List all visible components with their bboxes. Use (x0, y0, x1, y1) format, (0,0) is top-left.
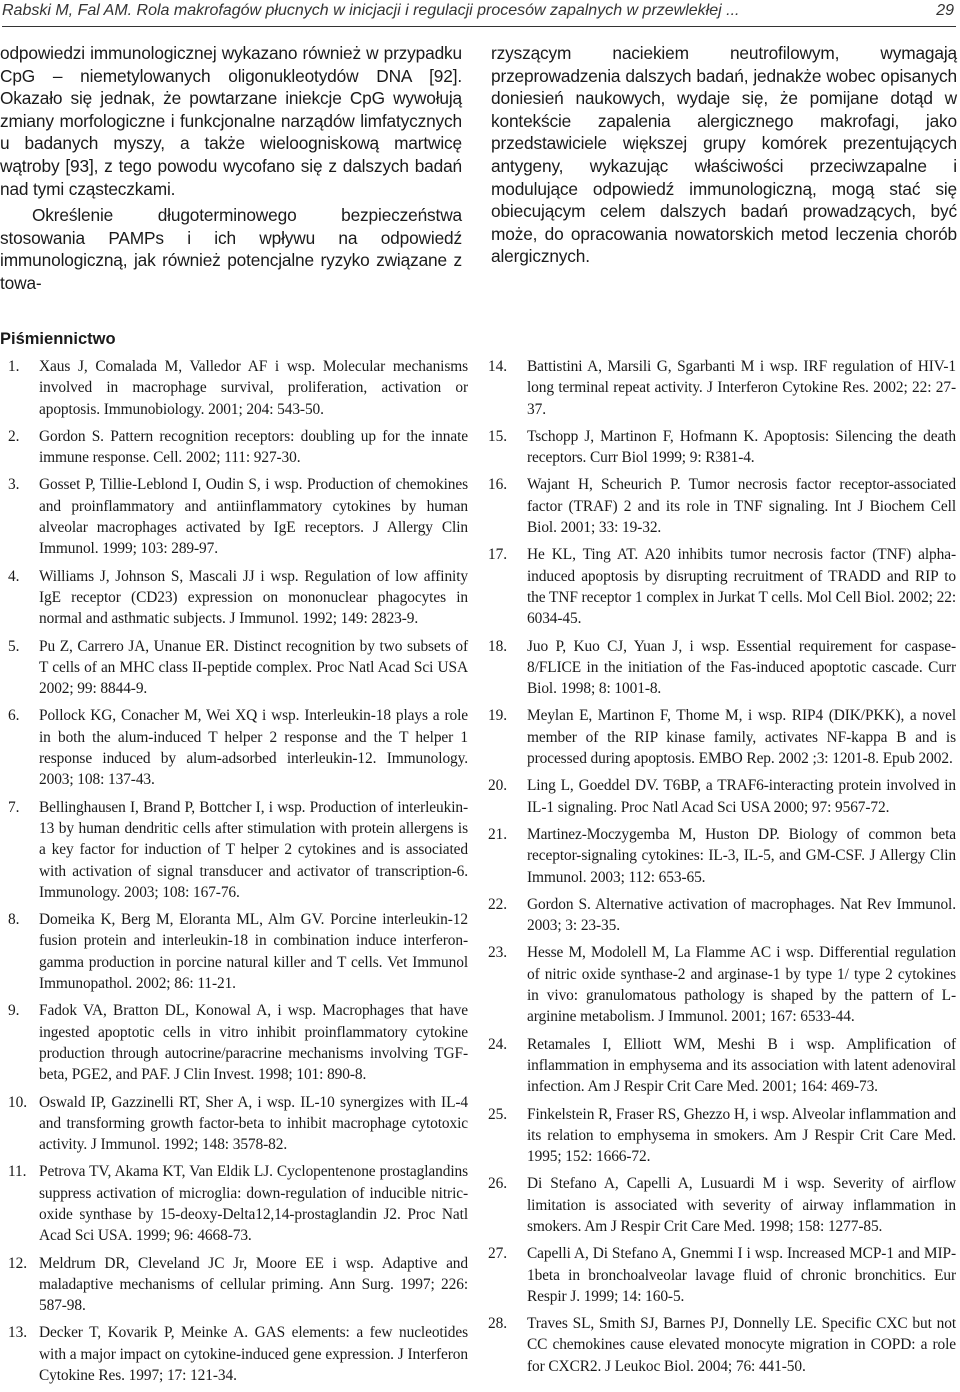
reference-text: Oswald IP, Gazzinelli RT, Sher A, i wsp. IL-10 synergizes with IL-4 and transforming growth factor-beta to inhibit macrophage cytotoxic activity. J Immunol. 1992; 148: 3578-82. (39, 1093, 468, 1154)
reference-text: Traves SL, Smith SJ, Barnes PJ, Donnelly LE. Specific CXC but not CC chemokines cause elevated monocyte migration in COPD: a role for CXCR2. J Leukoc Biol. 2004; 76: 441-50. (527, 1315, 956, 1375)
reference-item (488, 1243, 956, 1307)
reference-text: Tschopp J, Martinon F, Hofmann K. Apoptosis: Silencing the death receptors. Curr Biol 1999; 9: R381-4. (527, 427, 956, 467)
reference-item (0, 636, 468, 700)
reference-item (488, 1034, 956, 1098)
reference-item (0, 1092, 468, 1156)
reference-text: Pollock KG, Conacher M, Wei XQ i wsp. Interleukin-18 plays a role in both the alum-induced T helper 2 response and the T helper 1 response induced by alum-adsorbed interleukin-12. Immunology. 2003; 108: 137-43. (39, 707, 468, 789)
reference-text: Di Stefano A, Capelli A, Lusuardi M i wsp. Severity of airflow limitation is associated with severity of airway inflammation in smokers. Am J Respir Crit Care Med. 1998; 158: 1277-85. (527, 1175, 956, 1235)
running-header (2, 0, 956, 27)
reference-text: Xaus J, Comalada M, Valledor AF i wsp. Molecular mechanisms involved in macrophage survival, proliferation, activation or apoptosis. Immunobiology. 2001; 204: 543-50. (39, 358, 468, 418)
reference-text: Williams J, Johnson S, Mascali JJ i wsp. Regulation of low affinity IgE receptor (CD23) expression on mononuclear phagocytes in normal and asthmatic subjects. J Immunol. 1992; 149: 2823-9. (39, 567, 468, 628)
reference-number: 11. (8, 1163, 27, 1181)
reference-text: Bellinghausen I, Brand P, Bottcher I, i wsp. Production of interleukin-13 by human dendritic cells after stimulation with protein allergens is a key factor for induction of T helper 2 cytokines and is associated with activation of signal transducer and activator of transcription-6. Immunology. 2003; 108: 167-76. (39, 798, 468, 901)
reference-item (0, 1253, 468, 1317)
running-header-title: Rabski M, Fal AM. Rola makrofagów płucnych w inicjacji i regulacji procesów zapalnych w przewlekłej ... (2, 2, 740, 19)
reference-number: 12. (8, 1254, 27, 1272)
reference-item (488, 636, 956, 700)
reference-item (488, 1313, 956, 1377)
reference-item (0, 356, 468, 420)
reference-text: Gosset P, Tillie-Leblond I, Oudin S, i wsp. Production of chemokines and proinflammatory and antiinflammatory cytokines by human alveolar macrophages activated by IgE receptors. J Allergy Clin Immunol. 1999; 103: 289-97. (39, 476, 468, 558)
reference-item (0, 705, 468, 790)
reference-number: 23. (488, 944, 507, 962)
reference-number: 14. (488, 358, 507, 375)
references-heading: Piśmiennictwo (0, 330, 116, 348)
reference-item (0, 1161, 468, 1246)
reference-item (488, 544, 956, 629)
reference-item (0, 566, 468, 630)
body-paragraph: Określenie długoterminowego bezpieczeństwa stosowania PAMPs i ich wpływu na odpowiedź immunologiczną, jak również potencjalne ryzyko związane z towa- (0, 205, 462, 293)
reference-text: Ling L, Goeddel DV. T6BP, a TRAF6-interacting protein involved in IL-1 signaling. Proc Natl Acad Sci USA 2000; 97: 9567-72. (527, 777, 956, 816)
reference-text: Meldrum DR, Cleveland JC Jr, Moore EE i wsp. Adaptive and maladaptive mechanisms of cellular priming. Ann Surg. 1997; 226: 587-98. (39, 1254, 468, 1315)
reference-item (0, 474, 468, 559)
reference-item (488, 824, 956, 888)
reference-number: 8. (8, 911, 20, 929)
reference-number: 22. (488, 895, 507, 913)
reference-item (488, 1173, 956, 1237)
reference-item (0, 1000, 468, 1085)
reference-item (0, 426, 468, 469)
reference-item (488, 356, 956, 420)
reference-number: 24. (488, 1035, 507, 1053)
reference-text: Hesse M, Modolell M, La Flamme AC i wsp. Differential regulation of nitric oxide synthase-2 and arginase-1 by type 1/ type 2 cytokines in vivo: granulomatous pathology is shaped by the pattern of L-arginine metabolism. J Immunol. 2001; 167: 6533-44. (527, 944, 956, 1026)
reference-text: Decker T, Kovarik P, Meinke A. GAS elements: a few nucleotides with a major impact on cytokine-induced gene expression. J Interferon Cytokine Res. 1997; 17: 121-34. (39, 1324, 468, 1385)
reference-item (488, 894, 956, 937)
reference-text: Juo P, Kuo CJ, Yuan J, i wsp. Essential requirement for caspase-8/FLICE in the initiation of the Fas-induced apoptotic cascade. Curr Biol. 1998; 8: 1001-8. (527, 637, 956, 698)
reference-number: 16. (488, 476, 507, 494)
body-column-right (491, 42, 957, 268)
reference-text: Gordon S. Alternative activation of macrophages. Nat Rev Immunol. 2003; 3: 23-35. (527, 895, 956, 935)
reference-text: Petrova TV, Akama KT, Van Eldik LJ. Cyclopentenone prostaglandins suppress activation of microglia: down-regulation of inducible nitric-oxide synthase by 15-deoxy-Delta12,14-prostaglandin J2. Proc Natl Acad Sci USA. 1999; 96: 4668-73. (39, 1163, 468, 1245)
reference-number: 2. (8, 427, 20, 445)
reference-item (488, 474, 956, 538)
reference-number: 5. (8, 637, 20, 655)
reference-text: Retamales I, Elliott WM, Meshi B i wsp. Amplification of inflammation in emphysema and its association with latent adenoviral infection. Am J Respir Crit Care Med. 2001; 164: 469-73. (527, 1035, 956, 1096)
page-number: 29 (936, 2, 954, 19)
reference-item (488, 705, 956, 769)
reference-text: He KL, Ting AT. A20 inhibits tumor necrosis factor (TNF) alpha-induced apoptosis by disrupting recruitment of TRADD and RIP to the TNF receptor 1 complex in Jurkat T cells. Mol Cell Biol. 2002; 22: 6034-45. (527, 546, 956, 628)
reference-text: Finkelstein R, Fraser RS, Ghezzo H, i wsp. Alveolar inflammation and its relation to emphysema in smokers. Am J Respir Crit Care Med. 1995; 152: 1666-72. (527, 1105, 956, 1166)
reference-number: 13. (8, 1324, 27, 1342)
reference-number: 3. (8, 476, 20, 494)
reference-number: 18. (488, 637, 507, 655)
reference-text: Martinez-Moczygemba M, Huston DP. Biology of common beta receptor-signaling cytokines: IL-3, IL-5, and GM-CSF. J Allergy Clin Immunol. 2003; 112: 653-65. (527, 825, 956, 886)
reference-number: 27. (488, 1245, 507, 1263)
reference-item (488, 942, 956, 1027)
reference-text: Domeika K, Berg M, Eloranta ML, Alm GV. Porcine interleukin-12 fusion protein and interleukin-18 in combination induce interferon-gamma production in porcine natural killer and T cells. Vet Immunol Immunopathol. 2002; 86: 11-21. (39, 911, 468, 993)
reference-number: 20. (488, 777, 507, 795)
reference-item (0, 1322, 468, 1386)
body-paragraph: rzyszącym naciekiem neutrofilowym, wymagają przeprowadzenia dalszych badań, jednakże wobec opisanych doniesień naukowych, wydaje się, że pomijane dotąd w kontekście zapalenia alergicznego makrofagi, jako przedstawiciele większej grupy komórek prezentujących antygeny, wykazując właściwości przeciwzapalne i modulujące odpowiedź immunologiczną, mogą stać się obiecującym celem dalszych badań prowadzących, być może, do opracowania nowatorskich metod leczenia chorób alergicznych. (491, 43, 957, 267)
reference-item (488, 775, 956, 818)
reference-text: Gordon S. Pattern recognition receptors: doubling up for the innate immune response. Cell. 2002; 111: 927-30. (39, 427, 468, 467)
reference-item (488, 1104, 956, 1168)
reference-number: 28. (488, 1315, 507, 1333)
reference-number: 21. (488, 825, 507, 843)
reference-text: Wajant H, Scheurich P. Tumor necrosis factor receptor-associated factor (TRAF) 2 and its role in TNF signaling. Int J Biochem Cell Biol. 2001; 33: 19-32. (527, 476, 956, 537)
reference-number: 25. (488, 1105, 507, 1123)
reference-item (0, 909, 468, 994)
reference-text: Fadok VA, Bratton DL, Konowal A, i wsp. Macrophages that have ingested apoptotic cells in vitro inhibit proinflammatory cytokine production through autocrine/paracrine mechanisms involving TGF-beta, PGE2, and PAF. J Clin Invest. 1998; 101: 890-8. (39, 1002, 468, 1084)
reference-item (0, 797, 468, 903)
reference-number: 17. (488, 546, 507, 564)
reference-number: 7. (8, 798, 20, 816)
reference-number: 1. (8, 358, 20, 375)
reference-number: 4. (8, 567, 20, 585)
references-list-left (0, 356, 468, 1392)
references-list-right (488, 356, 956, 1383)
reference-item (488, 426, 956, 469)
reference-text: Pu Z, Carrero JA, Unanue ER. Distinct recognition by two subsets of T cells of an MHC class II-peptide complex. Proc Natl Acad Sci USA 2002; 99: 8844-9. (39, 637, 468, 698)
reference-text: Capelli A, Di Stefano A, Gnemmi I i wsp. Increased MCP-1 and MIP-1beta in bronchoalveolar lavage fluid of chronic bronchitics. Eur Respir J. 1999; 14: 160-5. (527, 1245, 956, 1305)
reference-number: 10. (8, 1093, 27, 1111)
reference-number: 15. (488, 427, 507, 445)
body-paragraph: odpowiedzi immunologicznej wykazano również w przypadku CpG – niemetylowanych oligonukleotydów DNA [92]. Okazało się jednak, że powtarzane iniekcje CpG wywołują zmiany morfologiczne i funkcjonalne narządów limfatycznych u badanych myszy, a także wieloogniskową martwicę wątroby [93], z tego powodu wycofano się z dalszych badań nad tymi cząsteczkami. (0, 43, 462, 199)
reference-text: Meylan E, Martinon F, Thome M, i wsp. RIP4 (DIK/PKK), a novel member of the RIP kinase family, activates NF-kappa B and is processed during apoptosis. EMBO Rep. 2002 ;3: 1201-8. Epub 2002. (527, 707, 956, 768)
reference-number: 6. (8, 707, 20, 725)
reference-number: 9. (8, 1002, 20, 1020)
reference-number: 19. (488, 707, 507, 725)
reference-number: 26. (488, 1175, 507, 1193)
body-column-left (0, 42, 462, 295)
reference-text: Battistini A, Marsili G, Sgarbanti M i wsp. IRF regulation of HIV-1 long terminal repeat activity. J Interferon Cytokine Res. 2002; 22: 27-37. (527, 358, 956, 418)
